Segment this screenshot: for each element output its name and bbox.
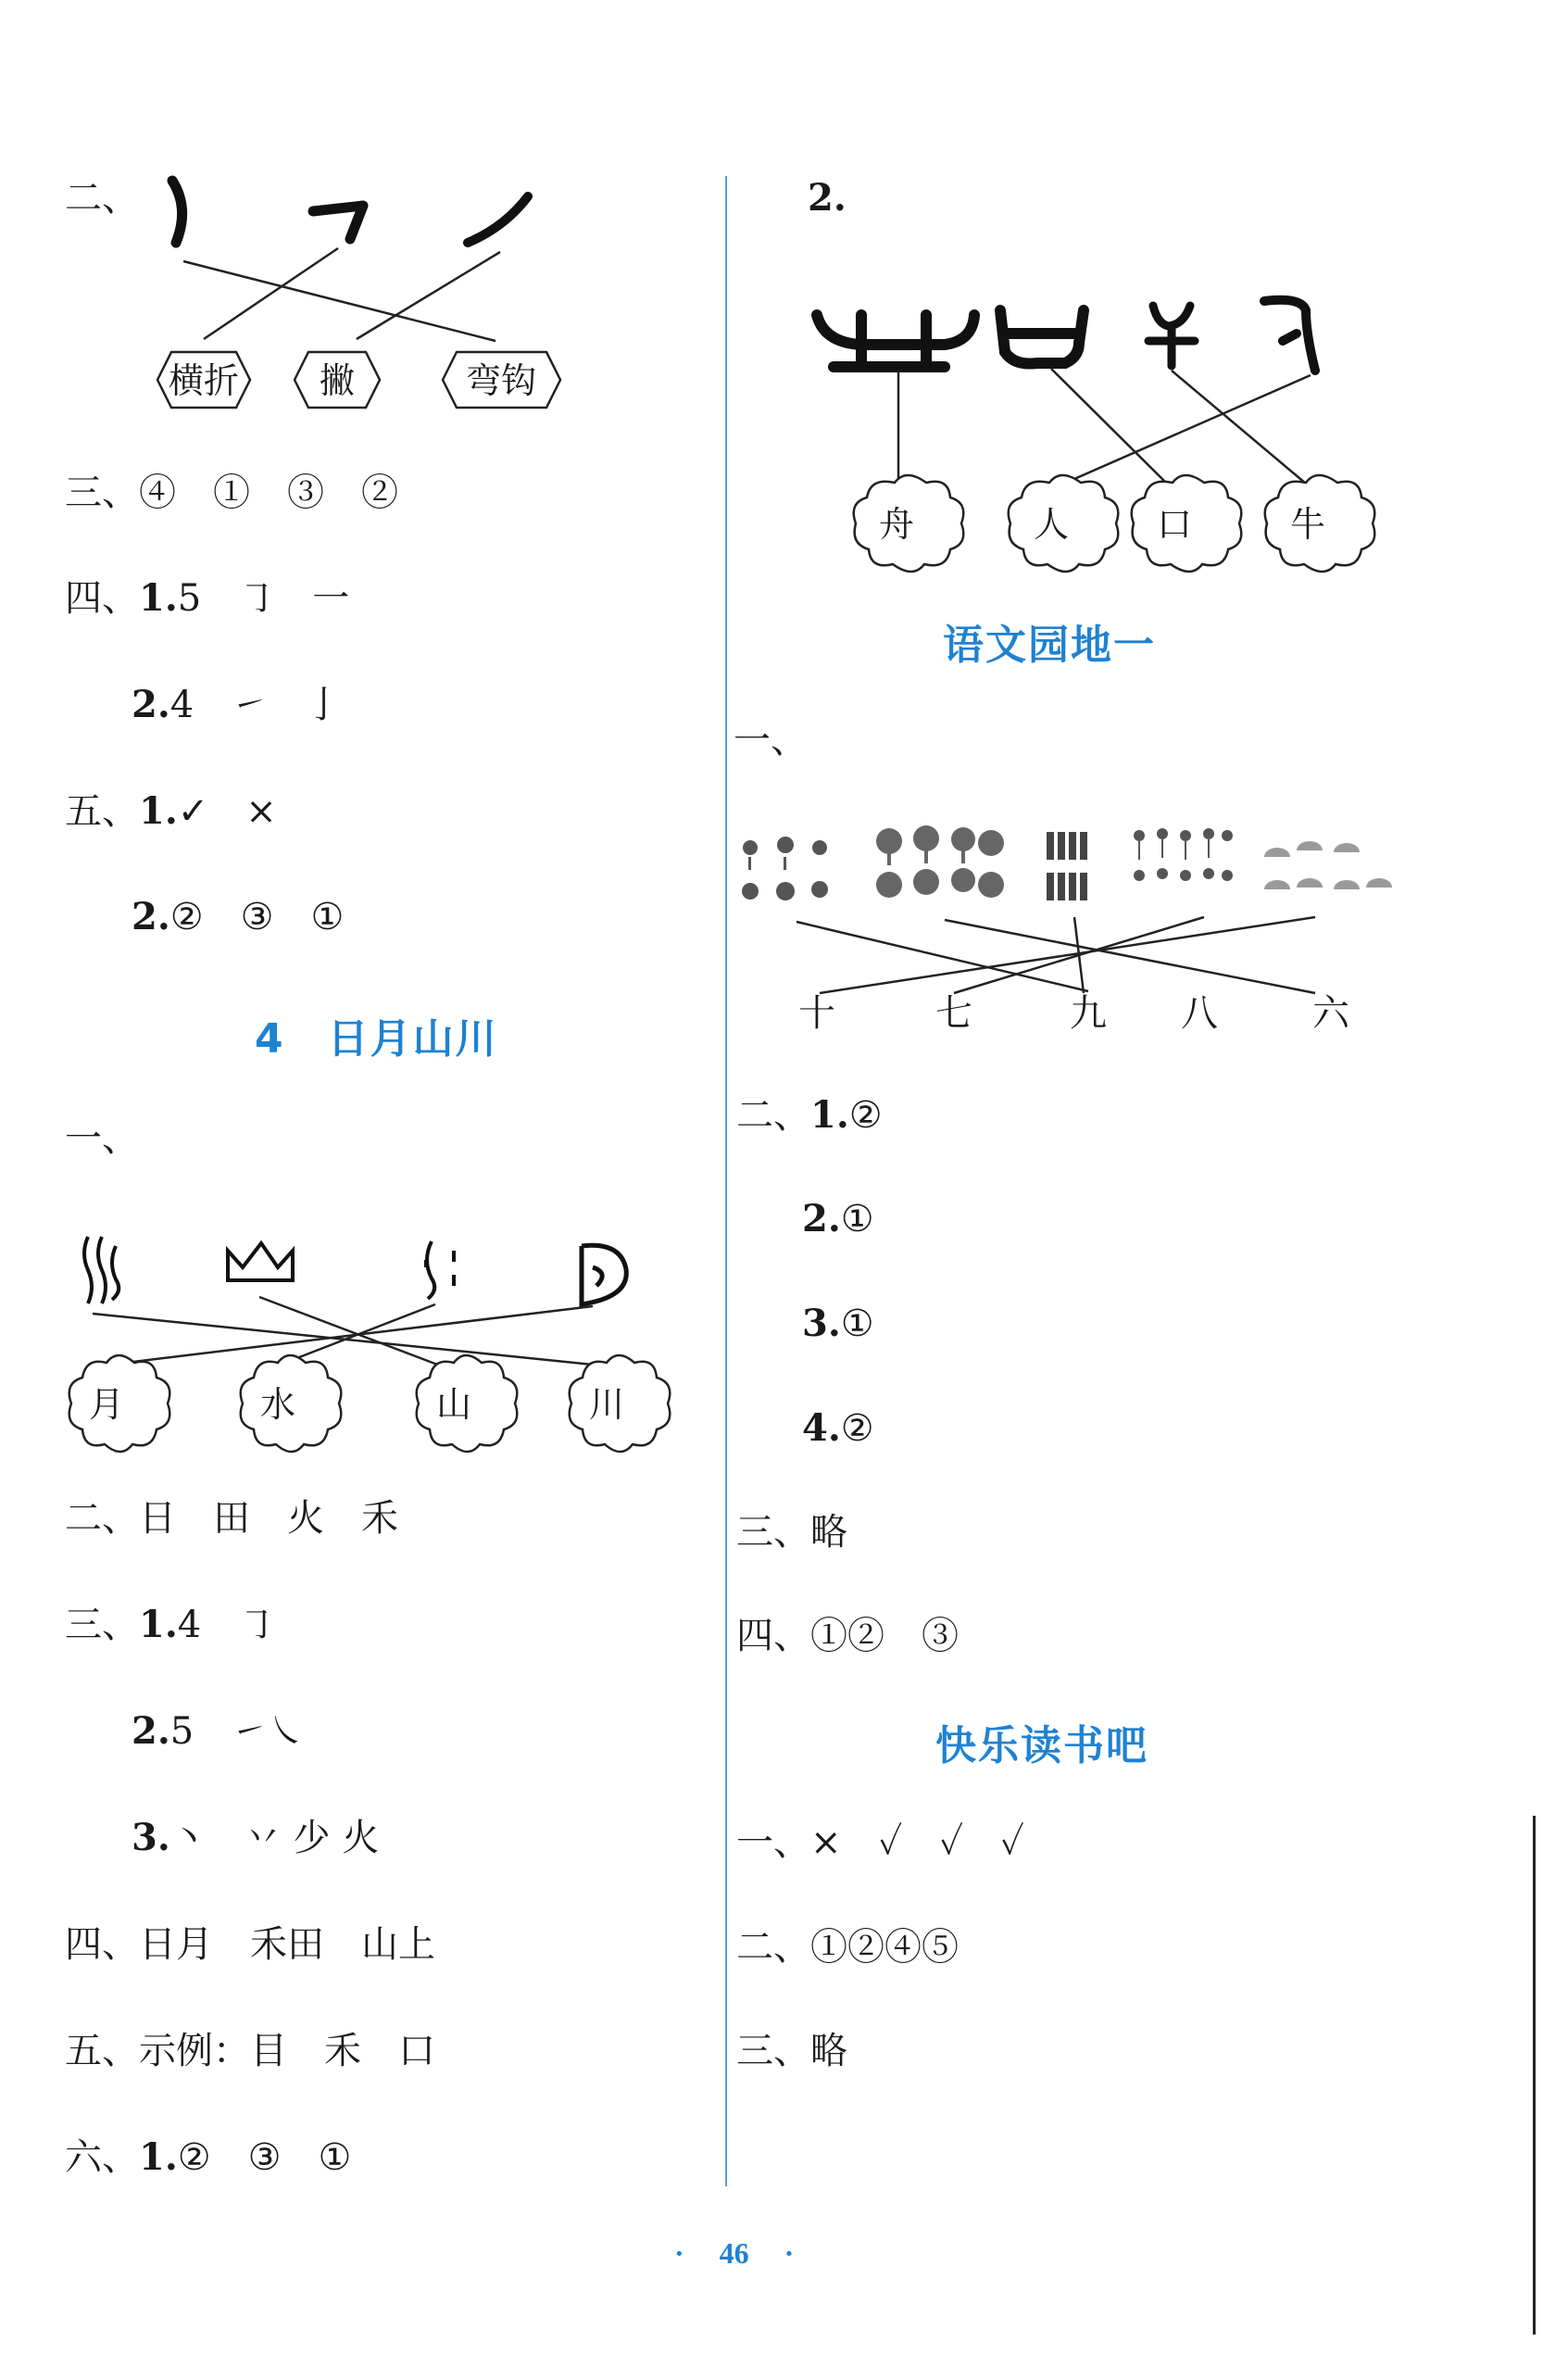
item-number: 2. (132, 895, 170, 938)
lesson-heading: 4 日月山川 (255, 1015, 498, 1063)
river-pictograph (84, 1237, 119, 1303)
stroke-label-2: 撇 (319, 360, 356, 401)
count-number-1: 十 (798, 992, 835, 1035)
item-number: 1. (139, 789, 178, 833)
question-prefix: 三、 (65, 1604, 139, 1646)
right-cloud-char-3: 口 (1156, 504, 1193, 545)
pencils-picture-icon (1047, 832, 1087, 900)
right-cloud-char-1: 舟 (878, 504, 915, 545)
question-4-prefix: 四、 (65, 577, 139, 620)
question-prefix: 二、 (736, 1094, 810, 1137)
garden-question-4: 四、①② ③ (736, 1615, 959, 1657)
trees-picture-icon (876, 825, 1004, 898)
answer-text: 丶 丷 少 火 (169, 1817, 380, 1859)
cloud-river (570, 1355, 671, 1452)
counting-matching-diagram (0, 0, 1568, 1065)
answer-text: ① (840, 1198, 874, 1240)
cloud-char-2: 水 (259, 1384, 296, 1425)
lesson-question-3-1 (65, 1603, 275, 1647)
lesson-question-4: 四、日月 禾田 山上 (65, 1923, 435, 1966)
garden-question-3: 三、略 (736, 1511, 847, 1554)
garden-question-2-4 (802, 1406, 874, 1451)
answer-text: 4 ㇆ (177, 1604, 276, 1646)
answer-text: ① (840, 1303, 874, 1345)
mountain-pictograph (228, 1243, 293, 1280)
answer-text: ② (840, 1407, 874, 1450)
lesson-question-6 (65, 2135, 351, 2180)
right-question-2-number: 2. (808, 176, 847, 220)
question-5-prefix: 五、 (65, 790, 139, 833)
lesson-question-3-2 (132, 1709, 305, 1754)
item-number: 2. (802, 1197, 841, 1240)
lesson-question-5: 五、示例：目 禾 口 (65, 2030, 435, 2072)
cloud-char-1: 月 (88, 1384, 125, 1425)
reading-heading: 快乐读书吧 (935, 1722, 1148, 1769)
answer-text: 4 ㇀ 亅 (169, 684, 343, 726)
moon-pictograph (582, 1245, 626, 1304)
character-clouds-left (0, 1353, 741, 1464)
item-number: 1. (139, 2135, 178, 2179)
item-number: 3. (132, 1816, 170, 1859)
stroke-label-1: 横折 (168, 360, 240, 401)
answer-text: ② (848, 1094, 883, 1137)
page-footer (639, 2236, 829, 2271)
garden-question-2-2 (802, 1197, 874, 1241)
item-number: 3. (802, 1302, 841, 1345)
question-2-label: 二、 (65, 177, 139, 220)
flowers-picture-icon (742, 837, 828, 900)
right-cloud-char-2: 人 (1033, 504, 1070, 545)
footer-dot-left: · (674, 2236, 684, 2270)
count-number-2: 七 (935, 992, 972, 1035)
item-number: 1. (139, 1603, 178, 1646)
answer-text: 5 ㇀㇏ (169, 1710, 306, 1753)
reading-question-1: 一、× ✓ ✓ ✓ (736, 1821, 1024, 1864)
cloud-moon (69, 1355, 170, 1452)
page-number: 46 (719, 2236, 749, 2270)
right-cloud-char-4: 牛 (1289, 504, 1326, 545)
cloud-char-4: 川 (588, 1384, 625, 1425)
garden-heading: 语文园地一 (943, 622, 1156, 669)
stroke-label-3: 弯钩 (465, 360, 537, 401)
item-number: 1. (810, 1093, 849, 1137)
reading-question-3: 三、略 (736, 2030, 847, 2072)
answer-text: ② ③ ① (177, 2136, 352, 2179)
garden-question-2-3 (802, 1302, 874, 1346)
umbrellas-picture-icon (1264, 841, 1392, 889)
garden-question-2-1 (736, 1093, 883, 1138)
item-number: 2. (132, 683, 170, 726)
item-number: 4. (802, 1406, 841, 1450)
page-edge-line (1533, 1816, 1536, 2335)
garden-question-1-label: 一、 (734, 719, 808, 762)
item-number: 1. (139, 576, 178, 620)
lesson-question-2: 二、日 田 火 禾 (65, 1497, 398, 1540)
count-number-3: 九 (1070, 992, 1107, 1035)
cloud-water (241, 1355, 342, 1452)
item-number: 2. (132, 1709, 170, 1753)
reading-question-2: 二、①②④⑤ (736, 1926, 959, 1969)
cloud-mountain (417, 1355, 518, 1452)
lesson-question-3-3 (132, 1816, 379, 1860)
answer-text: ✓ × (177, 790, 277, 833)
question-prefix: 六、 (65, 2136, 139, 2179)
cloud-char-3: 山 (435, 1384, 472, 1425)
count-number-5: 六 (1312, 992, 1349, 1035)
lesson-question-1-label: 一、 (65, 1117, 139, 1160)
count-number-4: 八 (1181, 992, 1218, 1035)
question-3-answer: 三、④ ① ③ ② (65, 472, 398, 514)
water-pictograph (426, 1241, 454, 1299)
answer-text: 5 ㇆ 一 (177, 577, 350, 620)
footer-dot-right: · (784, 2236, 795, 2270)
tulips-picture-icon (1134, 828, 1233, 881)
answer-text: ② ③ ① (169, 896, 345, 938)
